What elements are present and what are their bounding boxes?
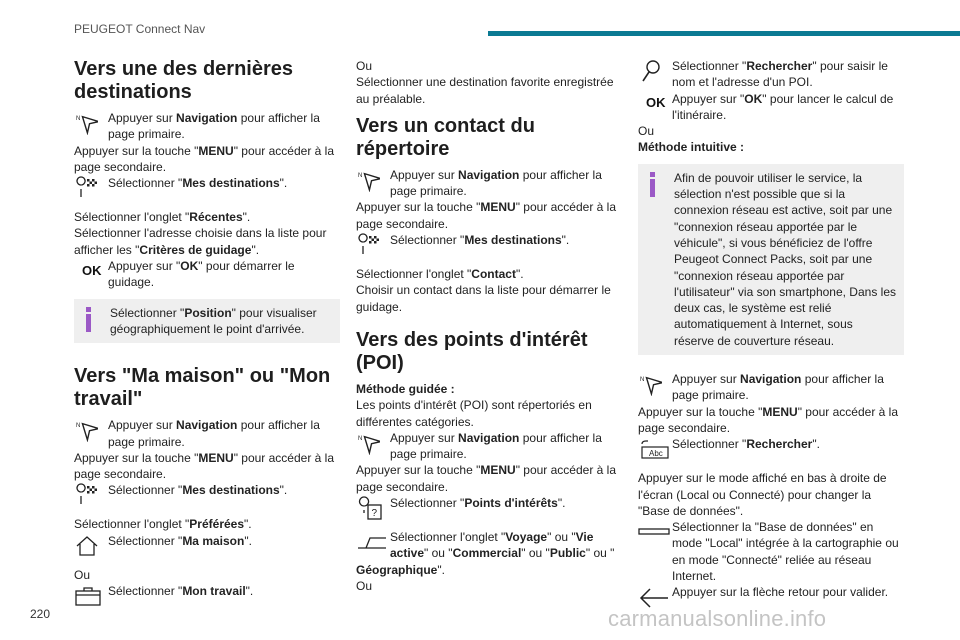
info-icon (82, 307, 98, 332)
info-note: Sélectionner "Position" pour visualiser géographiquement le point d'arrivée. (74, 299, 340, 344)
destinations-flag-icon (74, 482, 108, 508)
step-my-destinations: Sélectionner "Mes destinations". (74, 482, 340, 508)
info-icon (646, 172, 662, 197)
step-search-keyboard: Abc Sélectionner "Rechercher". (638, 436, 904, 462)
step-navigation: N Appuyer sur Navigation pour afficher la page primaire. (358, 430, 602, 462)
step-menu: Appuyer sur la touche "MENU" pour accéder à la page secondaire. (356, 200, 617, 231)
ok-icon: OK (646, 95, 666, 111)
step-recent-tab: Sélectionner l'onglet "Récentes". (74, 210, 251, 225)
step-database: Sélectionner la "Base de données" en mode "Local" intégrée à la cartographie ou en mode "Connecté" reliée au réseau Internet. (638, 519, 904, 584)
favorite-destination-text: Sélectionner une destination favorite enregistrée au préalable. (356, 75, 614, 106)
or-text: Ou (74, 567, 91, 582)
step-menu: Appuyer sur la touche "MENU" pour accéder à la page secondaire. (74, 143, 335, 174)
section-title-home-work: Vers "Ma maison" ou "Mon travail" (74, 365, 331, 411)
step-contact-tab: Sélectionner l'onglet "Contact". (356, 267, 524, 282)
section-title-contact: Vers un contact du répertoire (356, 114, 535, 160)
step-navigation: N Appuyer sur Navigation pour afficher la page primaire. (640, 372, 884, 403)
info-note: Afin de pouvoir utiliser le service, la sélection n'est possible que si la connexion réseau est active, soit par une "connexion réseau apportée par le véhicule", si vous bénéficiez de l'offre Peugeot Connect Packs, soit par une "connexion réseau apportée par l'utilisateur" via son smartphone, Dans les deux cas, le système est relié automatiquement à Internet, sous réserve de couverture réseau. (638, 164, 904, 355)
navigation-arrow-icon (638, 371, 672, 397)
poi-intro: Les points d'intérêt (POI) sont répertoriés en différentes catégories. (356, 398, 592, 429)
step-menu: Appuyer sur la touche "MENU" pour accéder à la page secondaire. (638, 404, 899, 435)
section-title-poi: Vers des points d'intérêt (POI) (356, 328, 588, 374)
home-icon (74, 533, 108, 559)
step-search: Sélectionner "Rechercher" pour saisir le nom et l'adresse d'un POI. (638, 58, 904, 91)
column-3 (638, 58, 904, 610)
navigation-arrow-icon (74, 417, 108, 443)
keyboard-icon (638, 436, 672, 462)
header-accent-bar (488, 31, 960, 36)
page-number: 220 (30, 607, 51, 621)
step-points-of-interest: ? Sélectionner "Points d'intérêts". (356, 495, 622, 521)
svg-text:N: N (358, 172, 363, 179)
navigation-arrow-icon (74, 110, 108, 136)
svg-text:N: N (76, 423, 81, 430)
section-title-recent-destinations: Vers une des dernières destinations (74, 58, 294, 103)
step-my-destinations: Sélectionner "Mes destinations". (74, 175, 340, 201)
watermark: carmanualsonline.info (608, 606, 827, 631)
search-icon (638, 58, 672, 84)
step-ok: OK Appuyer sur "OK" pour démarrer le guidage. (74, 258, 340, 291)
poi-pin-icon (356, 495, 390, 521)
svg-text:Abc: Abc (649, 449, 663, 459)
step-choose-address: Sélectionner l'adresse choisie dans la liste pour afficher les "Critères de guidage". (74, 226, 327, 257)
step-category-tab-cont: Géographique". (356, 562, 445, 577)
step-navigation: N Appuyer sur Navigation pour afficher la page primaire. (76, 418, 320, 449)
ok-icon: OK (82, 262, 102, 278)
step-menu: Appuyer sur la touche "MENU" pour accéder à la page secondaire. (356, 463, 617, 494)
step-change-mode: Appuyer sur le mode affiché en bas à droite de l'écran (Local ou Connecté) pour changer la "Base de données". (638, 471, 887, 518)
tab-icon (356, 529, 390, 555)
or-text: Ou (356, 59, 373, 73)
briefcase-icon (74, 583, 108, 609)
running-header: PEUGEOT Connect Nav (74, 22, 206, 36)
or-text: Ou (638, 124, 655, 139)
step-navigation: N Appuyer sur Navigation pour afficher la page primaire. (358, 167, 602, 199)
svg-text:N: N (358, 435, 363, 442)
navigation-arrow-icon (356, 430, 390, 456)
intuitive-method-label: Méthode intuitive : (638, 140, 744, 155)
step-category-tab: Sélectionner l'onglet "Voyage" ou "Vie active" ou "Commercial" ou "Public" ou " (356, 529, 622, 562)
step-my-home: Sélectionner "Ma maison". (74, 533, 340, 559)
step-back-arrow: Appuyer sur la flèche retour pour valider. (638, 584, 904, 610)
destinations-flag-icon (74, 175, 108, 201)
step-menu: Appuyer sur la touche "MENU" pour accéder à la page secondaire. (74, 450, 335, 482)
navigation-arrow-icon (356, 167, 390, 193)
step-my-destinations: Sélectionner "Mes destinations". (356, 232, 622, 258)
svg-text:N: N (76, 116, 81, 122)
guided-method-label: Méthode guidée : (356, 381, 455, 396)
column-2 (356, 58, 622, 594)
step-choose-contact: Choisir un contact dans la liste pour démarrer le guidage. (356, 283, 611, 314)
column-1 (74, 58, 340, 609)
or-text: Ou (356, 578, 373, 593)
step-favorites-tab: Sélectionner l'onglet "Préférées". (74, 517, 252, 532)
step-ok: OK Appuyer sur "OK" pour lancer le calcul de l'itinéraire. (638, 91, 904, 124)
database-bar-icon (638, 519, 672, 545)
step-my-work: Sélectionner "Mon travail". (74, 583, 340, 609)
svg-text:N: N (640, 377, 645, 384)
svg-text:?: ? (371, 508, 378, 520)
destinations-flag-icon (356, 232, 390, 258)
step-navigation: N Appuyer sur Navigation pour afficher la page primaire. (76, 111, 320, 142)
